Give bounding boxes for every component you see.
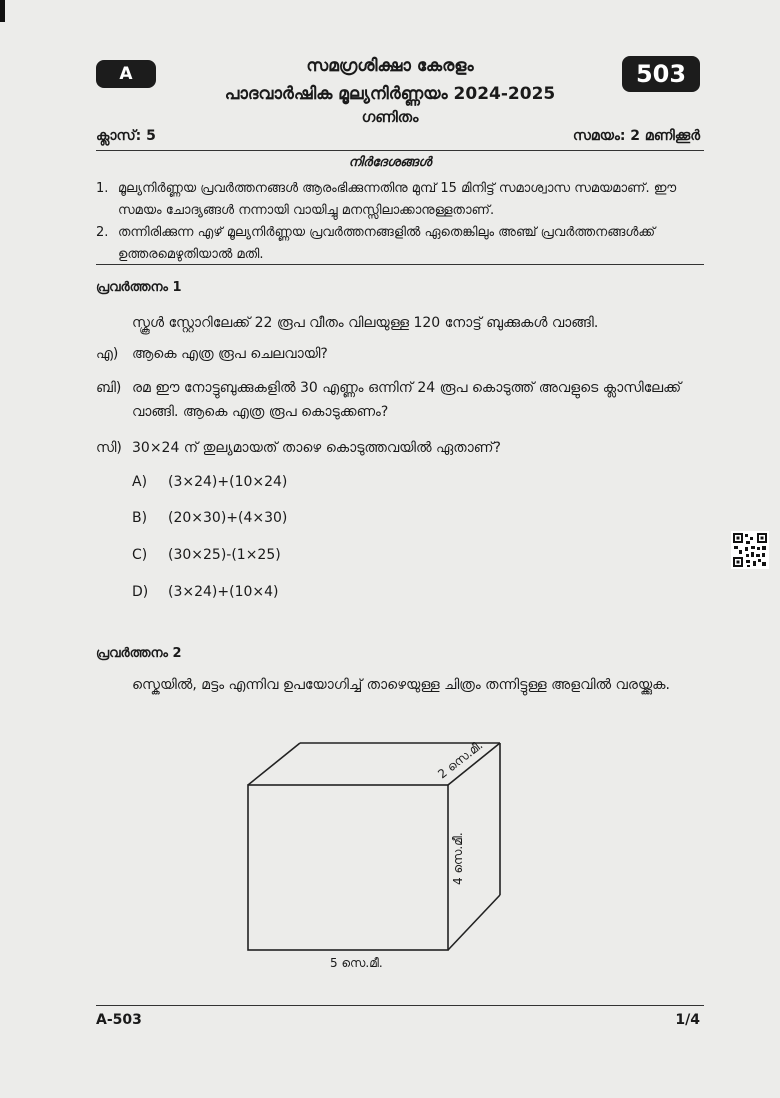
question-a <box>96 342 706 366</box>
instructions-title: നിർദേശങ്ങൾ <box>348 155 432 170</box>
option-label: A) <box>132 474 148 490</box>
option-b <box>132 510 287 526</box>
question-label: എ) <box>96 346 119 362</box>
subject-title: ഗണിതം <box>361 108 419 126</box>
question-label: സി) <box>96 440 122 456</box>
exam-title: പാദവാർഷിക മൂല്യനിർണ്ണയം 2024-2025 <box>224 84 556 104</box>
option-label: D) <box>132 584 149 600</box>
instruction-text: മൂല്യനിർണ്ണയ പ്രവർത്തനങ്ങൾ ആരംഭിക്കുന്നതിനു മുമ്പ് 15 മിനിട്ട് സമാശ്വാസ സമയമാണ്. ഈ സമയം ചോദ്യങ്ങൾ നന്നായി വായിച്ചു മനസ്സിലാക്കാനുള്ളതാണ്. <box>118 181 677 218</box>
question-b <box>96 376 706 424</box>
option-label: C) <box>132 547 148 563</box>
cuboid-front-face <box>248 785 448 950</box>
page-number: 1/4 <box>675 1012 700 1028</box>
option-a <box>132 474 287 490</box>
question-label: ബി) <box>96 380 122 396</box>
header-rule <box>96 150 704 151</box>
option-text: (3×24)+(10×24) <box>168 474 288 490</box>
instructions-rule <box>96 264 704 265</box>
option-text: (30×25)-(1×25) <box>168 547 281 563</box>
question-text: ആകെ എത്ര രൂപ ചെലവായി? <box>132 346 328 362</box>
option-text: (20×30)+(4×30) <box>168 510 288 526</box>
footer-rule <box>96 1005 704 1006</box>
instruction-item <box>96 178 706 222</box>
option-d <box>132 584 278 600</box>
option-label: B) <box>132 510 148 526</box>
activity-2-title: പ്രവർത്തനം 2 <box>96 646 182 661</box>
class-label: ക്ലാസ്: 5 <box>96 128 156 144</box>
activity-1-intro: സ്കൂൾ സ്റ്റോറിലേക്ക് 22 രൂപ വീതം വിലയുള്ള 120 നോട്ട് ബുക്കുകൾ വാങ്ങി. <box>132 315 599 331</box>
paper-code-badge: 503 <box>622 56 700 92</box>
question-text: 30×24 ന് തുല്യമായത് താഴെ കൊടുത്തവയിൽ ഏതാണ്? <box>132 440 501 456</box>
instruction-number: 1. <box>96 181 109 196</box>
cuboid-bottom-right-edge <box>448 895 500 950</box>
option-text: (3×24)+(10×4) <box>168 584 279 600</box>
cuboid-figure <box>240 735 520 975</box>
instruction-item <box>96 222 706 266</box>
org-title: സമഗ്രശിക്ഷാ കേരളം <box>306 56 474 76</box>
depth-label: 2 സെ.മീ. <box>435 737 486 782</box>
qr-code-icon <box>731 531 769 569</box>
activity-2-intro: സ്കെയിൽ, മട്ടം എന്നിവ ഉപയോഗിച്ച് താഴെയുള്ള ചിത്രം തന്നിട്ടുള്ള അളവിൽ വരയ്ക്കുക. <box>132 677 670 693</box>
set-badge: A <box>96 60 156 88</box>
width-label: 5 സെ.മീ. <box>330 956 383 970</box>
option-c <box>132 547 281 563</box>
activity-1-title: പ്രവർത്തനം 1 <box>96 280 182 295</box>
height-label: 4 സെ.മീ. <box>451 832 465 885</box>
instruction-number: 2. <box>96 225 109 240</box>
footer-code: A-503 <box>96 1012 142 1028</box>
question-text: രമ ഈ നോട്ടുബുക്കുകളിൽ 30 എണ്ണം ഒന്നിന് 24 രൂപ കൊടുത്ത് അവളുടെ ക്ലാസിലേക്ക് വാങ്ങി. ആകെ എത്ര രൂപ കൊടുക്കണം? <box>132 380 682 420</box>
question-c <box>96 436 706 460</box>
instruction-text: തന്നിരിക്കുന്ന എഴ് മൂല്യനിർണ്ണയ പ്രവർത്തനങ്ങളിൽ ഏതെങ്കിലും അഞ്ച് പ്രവർത്തനങ്ങൾക്ക് ഉത്തരമെഴുതിയാൽ മതി. <box>118 225 656 262</box>
time-label: സമയം: 2 മണിക്കൂർ <box>572 128 700 144</box>
scan-edge-mark <box>0 0 5 22</box>
cuboid-top-left-edge <box>248 743 300 785</box>
